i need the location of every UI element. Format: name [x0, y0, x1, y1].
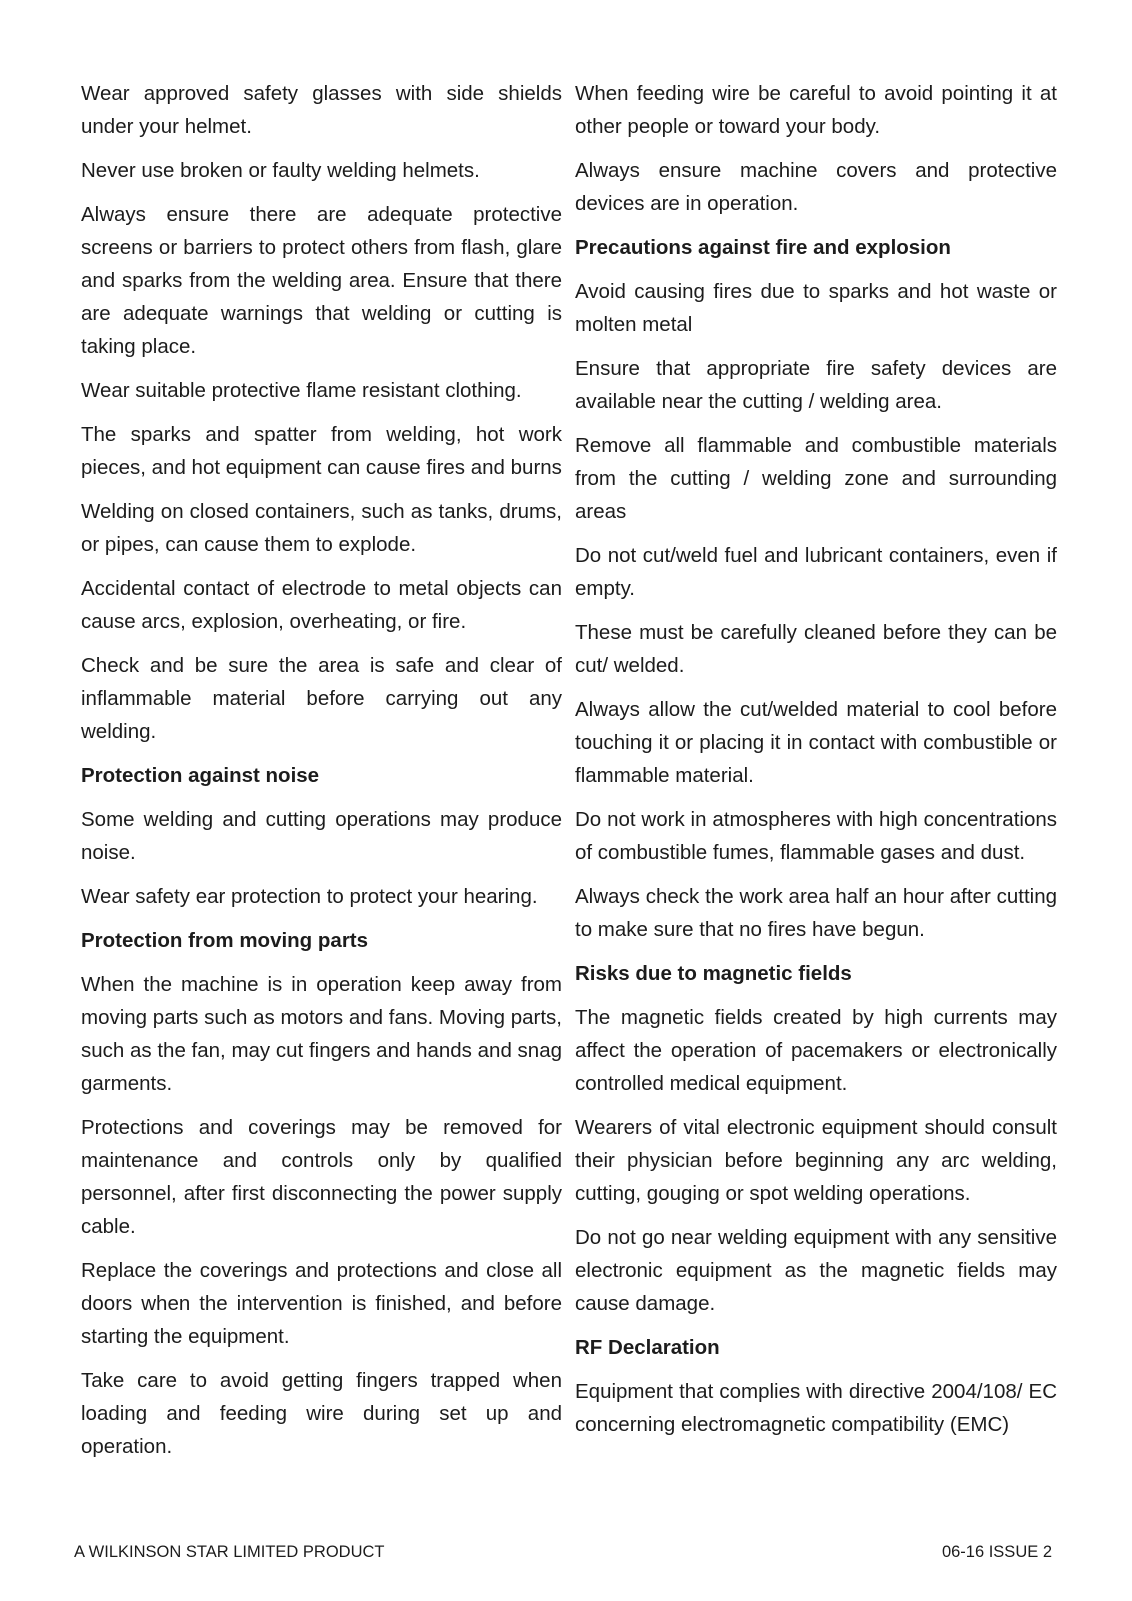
paragraph: Always check the work area half an hour after cutting to make sure that no fires have begun. [575, 885, 1057, 941]
left-column [81, 77, 562, 1474]
paragraph: Avoid causing fires due to sparks and hot waste or molten metal [575, 280, 1057, 336]
paragraph: Do not go near welding equipment with any sensitive electronic equipment as the magnetic fields may cause damage. [575, 1226, 1057, 1315]
paragraph: Take care to avoid getting fingers trapped when loading and feeding wire during set up and operation. [81, 1369, 562, 1458]
paragraph: Welding on closed containers, such as tanks, drums, or pipes, can cause them to explode. [81, 500, 562, 556]
paragraph: Protections and coverings may be removed for maintenance and controls only by qualified personnel, after first disconnecting the power supply cable. [81, 1116, 562, 1238]
paragraph: Some welding and cutting operations may produce noise. [81, 808, 562, 864]
paragraph: Wear safety ear protection to protect your hearing. [81, 885, 538, 908]
paragraph: Wear suitable protective flame resistant clothing. [81, 379, 522, 402]
paragraph: Never use broken or faulty welding helmets. [81, 159, 480, 182]
paragraph: Always allow the cut/welded material to cool before touching it or placing it in contact with combustible or flammable material. [575, 698, 1057, 787]
paragraph: Equipment that complies with directive 2004/108/ EC concerning electromagnetic compatibility (EMC) [575, 1380, 1057, 1436]
paragraph: Wearers of vital electronic equipment should consult their physician before beginning any arc welding, cutting, gouging or spot welding operations. [575, 1116, 1057, 1205]
paragraph: Replace the coverings and protections and close all doors when the intervention is finished, and before starting the equipment. [81, 1259, 562, 1348]
footer-company: A WILKINSON STAR LIMITED PRODUCT [74, 1543, 385, 1561]
section-heading: Protection from moving parts [81, 929, 369, 952]
paragraph: Wear approved safety glasses with side shields under your helmet. [81, 82, 562, 138]
paragraph: These must be carefully cleaned before they can be cut/ welded. [575, 621, 1057, 677]
paragraph: When the machine is in operation keep away from moving parts such as motors and fans. Moving parts, such as the fan, may cut fingers and hands and snag garments. [81, 973, 562, 1095]
paragraph: The magnetic fields created by high currents may affect the operation of pacemakers or electronically controlled medical equipment. [575, 1006, 1057, 1095]
paragraph: Always ensure machine covers and protective devices are in operation. [575, 159, 1057, 215]
section-heading: RF Declaration [575, 1336, 720, 1359]
section-heading: Precautions against fire and explosion [575, 236, 951, 259]
footer-issue: 06-16 ISSUE 2 [941, 1543, 1052, 1561]
paragraph: Always ensure there are adequate protective screens or barriers to protect others from flash, glare and sparks from the welding area. Ensure that there are adequate warnings that welding or cutting is taking place. [81, 203, 562, 358]
paragraph: Remove all flammable and combustible materials from the cutting / welding zone and surrounding areas [575, 434, 1057, 523]
paragraph: Do not work in atmospheres with high concentrations of combustible fumes, flammable gases and dust. [575, 808, 1057, 864]
paragraph: When feeding wire be careful to avoid pointing it at other people or toward your body. [575, 82, 1057, 138]
paragraph: Do not cut/weld fuel and lubricant containers, even if empty. [575, 544, 1057, 600]
paragraph: Accidental contact of electrode to metal objects can cause arcs, explosion, overheating, or fire. [81, 577, 562, 633]
paragraph: Ensure that appropriate fire safety devices are available near the cutting / welding area. [575, 357, 1057, 413]
section-heading: Protection against noise [81, 764, 320, 787]
section-heading: Risks due to magnetic fields [575, 962, 852, 985]
right-column [575, 77, 1057, 1452]
paragraph: Check and be sure the area is safe and clear of inflammable material before carrying out any welding. [81, 654, 562, 743]
paragraph: The sparks and spatter from welding, hot work pieces, and hot equipment can cause fires and burns [81, 423, 562, 479]
